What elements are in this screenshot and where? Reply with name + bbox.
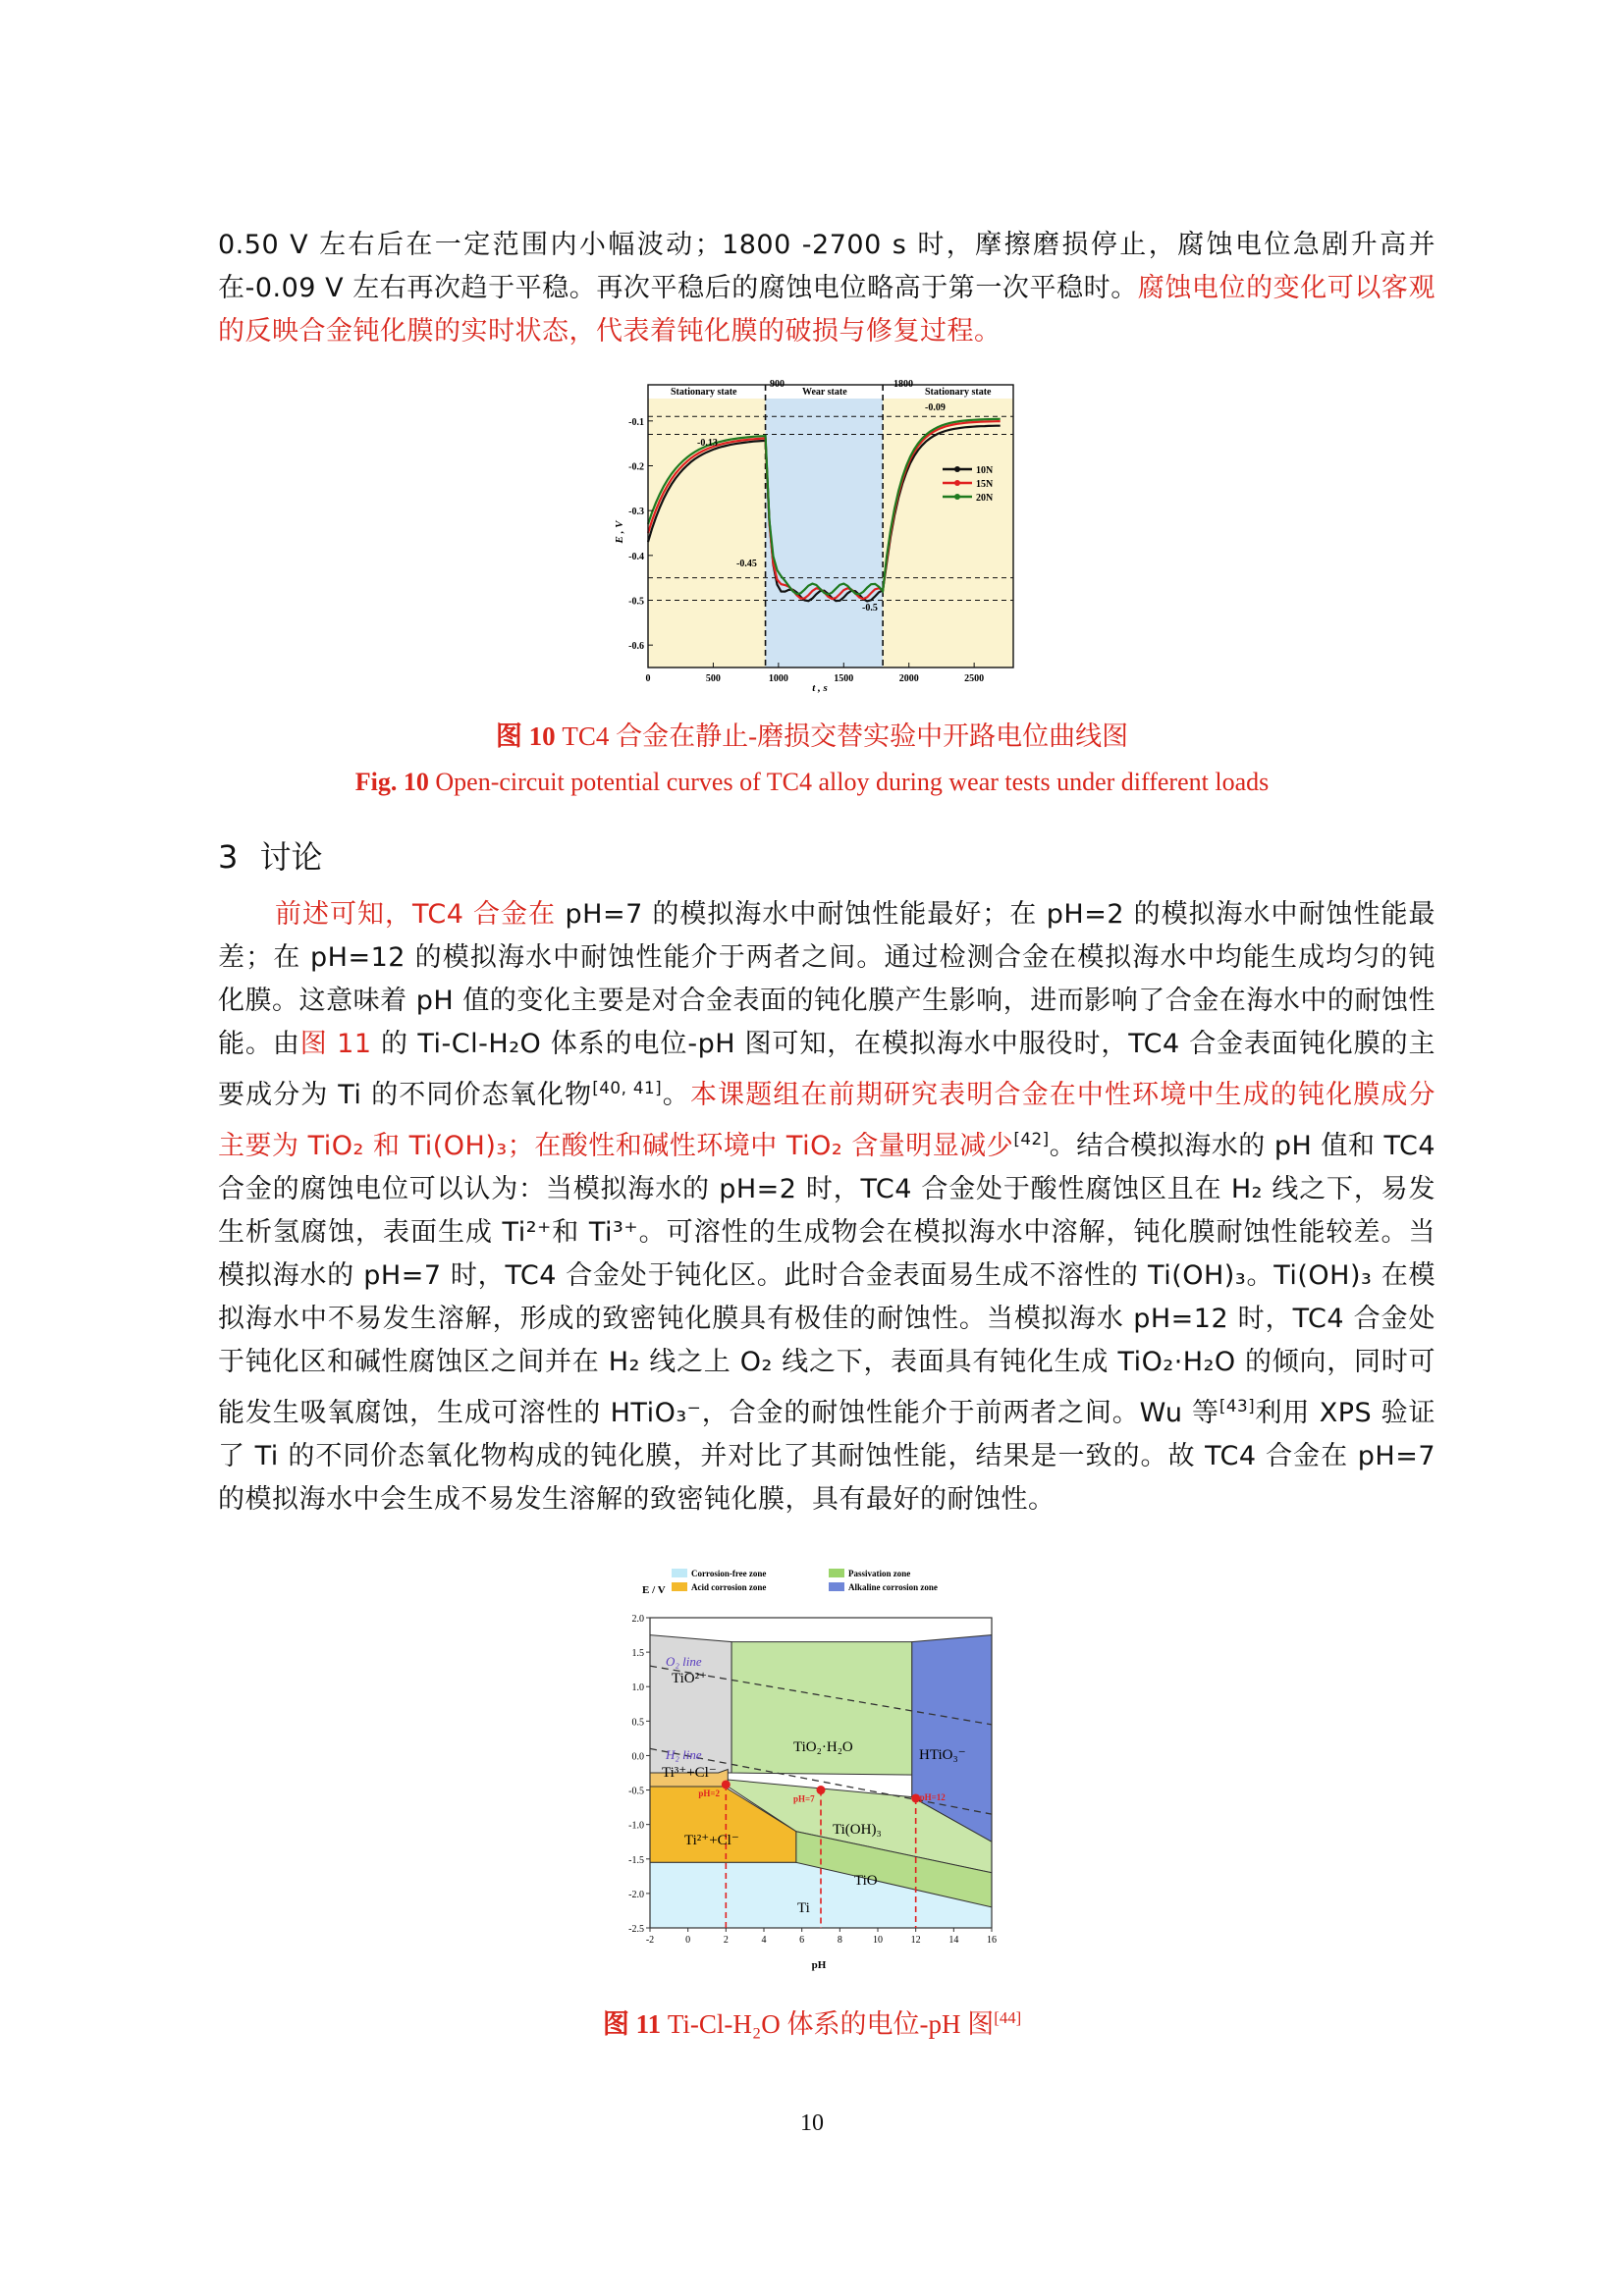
caption-text: Ti-Cl-H₂O 体系的电位-pH 图 xyxy=(661,2009,995,2039)
legend-label: Passivation zone xyxy=(848,1569,911,1578)
citation: [40, 41] xyxy=(592,1078,663,1097)
caption-label: Fig. 10 xyxy=(354,768,429,796)
region-label-tio2-h2o: TiO₂·H₂O xyxy=(793,1739,853,1755)
figure-11-caption xyxy=(0,2002,1624,2041)
region-label-ti: Ti xyxy=(797,1900,810,1916)
caption-label: 图 11 xyxy=(602,2009,662,2039)
x-tick-label: -2 xyxy=(645,1935,655,1946)
figure-10-caption-cn xyxy=(0,715,1624,753)
marker-point xyxy=(817,1786,826,1794)
y-tick-label: 1.5 xyxy=(631,1648,644,1660)
region-bound-label: 1800 xyxy=(893,379,913,390)
x-tick-label: 2000 xyxy=(898,673,919,684)
region-label-ti2plus: Ti²⁺+Cl⁻ xyxy=(684,1833,739,1848)
y-tick-label: -0.6 xyxy=(628,641,644,653)
x-tick-label: 2 xyxy=(723,1935,729,1946)
h2-line-label: H₂ line xyxy=(666,1747,702,1762)
annotation: -0.13 xyxy=(697,438,718,449)
region-label-htio3: HTiO₃⁻ xyxy=(919,1747,966,1763)
legend-swatch xyxy=(829,1569,844,1577)
marker-point xyxy=(722,1780,731,1789)
marker-label: pH=12 xyxy=(919,1791,946,1802)
y-tick-label: -2.0 xyxy=(628,1889,644,1900)
x-tick-label: 0 xyxy=(645,673,651,684)
legend-swatch xyxy=(672,1582,687,1591)
legend-label: Corrosion-free zone xyxy=(691,1569,767,1578)
y-axis-label: E , V xyxy=(614,520,625,544)
x-tick-label: 8 xyxy=(837,1935,842,1946)
region-bound-label: 900 xyxy=(770,379,785,390)
caption-label: 图 10 xyxy=(495,721,556,751)
text-run: 。结合模拟海水的 pH 值和 TC4 合金的腐蚀电位可以认为：当模拟海水的 pH=2 时，TC4 合金处于酸性腐蚀区且在 H₂ 线之下，易发生析氢腐蚀，表面生成 Ti²⁺和 Ti³⁺。可溶性的生成物会在模拟海水中溶解，钝化膜耐蚀性能较差。当模拟海水的 pH=7 时，TC4 合金处于钝化区。此时合金表面易生成不溶性的 Ti(OH)₃。Ti(OH)₃ 在模拟海水中不易发生溶解，形成的致密钝化膜具有极佳的耐蚀性。当模拟海水 pH=12 时，TC4 合金处于钝化区和碱性腐蚀区之间并在 H₂ 线之上 O₂ 线之下，表面具有钝化生成 TiO₂·H₂O 的倾向，同时可能发生吸氧腐蚀，生成可溶性的 HTiO₃⁻，合金的耐蚀性能介于前两者之间。Wu 等 xyxy=(218,1131,1435,1428)
annotation: -0.5 xyxy=(862,603,878,614)
region-label-ti3plus: Ti³⁺+Cl⁻ xyxy=(662,1765,717,1781)
figure-11-pourbaix-diagram xyxy=(611,1563,1023,1975)
x-tick-label: 1500 xyxy=(834,673,854,684)
citation: [42] xyxy=(1013,1129,1050,1148)
y-tick-label: 0.5 xyxy=(631,1717,644,1729)
y-tick-label: -1.0 xyxy=(628,1820,644,1832)
section-number: 3 xyxy=(218,838,239,876)
caption-text: TC4 合金在静止-磨损交替实验中开路电位曲线图 xyxy=(555,721,1129,751)
legend-label: 15N xyxy=(976,479,994,490)
x-tick-label: 4 xyxy=(761,1935,767,1946)
region-label: Stationary state xyxy=(671,387,737,398)
region-label-tioh3: Ti(OH)₃ xyxy=(833,1822,882,1838)
top-paragraph-text: 0.50 V 左右后在一定范围内小幅波动；1800 -2700 s 时，摩擦磨损停止，腐蚀电位急剧升高并在-0.09 V 左右再次趋于平稳。再次平稳后的腐蚀电位略高于第一次平稳时。 xyxy=(218,230,1435,303)
discussion-paragraph xyxy=(218,893,1435,1522)
legend-marker xyxy=(954,466,960,472)
x-tick-label: 0 xyxy=(685,1935,691,1946)
region-label-tio: TiO xyxy=(854,1873,878,1889)
x-tick-label: 6 xyxy=(799,1935,805,1946)
y-tick-label: -0.3 xyxy=(628,507,644,518)
legend-swatch xyxy=(829,1582,844,1591)
x-axis-label: pH xyxy=(811,1959,827,1971)
page-number: 10 xyxy=(800,2110,824,2136)
x-tick-label: 500 xyxy=(705,673,721,684)
region-label: Stationary state xyxy=(925,387,992,398)
y-tick-label: 0.0 xyxy=(631,1751,644,1763)
y-tick-label: -1.5 xyxy=(628,1854,644,1866)
legend-label: 20N xyxy=(976,493,994,504)
region-label-tio2plus: TiO²⁺ xyxy=(672,1671,708,1686)
y-tick-label: -0.4 xyxy=(628,551,644,562)
top-paragraph-highlight: 腐蚀电位的变化可以客观的反映合金钝化膜的实时状态，代表着钝化膜的破损与修复过程。 xyxy=(218,273,1435,347)
x-tick-label: 12 xyxy=(910,1935,921,1946)
legend-swatch xyxy=(672,1569,687,1577)
section-heading xyxy=(218,832,323,878)
wear-region xyxy=(766,399,884,667)
citation: [44] xyxy=(994,2008,1022,2027)
x-tick-label: 2500 xyxy=(964,673,985,684)
y-tick-label: -0.5 xyxy=(628,596,644,608)
text-run: 。 xyxy=(662,1080,690,1110)
annotation: -0.45 xyxy=(736,559,757,569)
x-tick-label: 14 xyxy=(948,1935,959,1946)
marker-label: pH=2 xyxy=(698,1788,720,1798)
y-tick-label: -2.5 xyxy=(628,1924,644,1935)
annotation: -0.09 xyxy=(925,402,946,413)
text-run: 本课题组在前期研究表明合金在中性环境中生成的钝化膜成分主要为 TiO₂ 和 Ti(OH)₃；在酸性和碱性环境中 TiO₂ 含量明显减少 xyxy=(218,1080,1436,1161)
x-tick-label: 16 xyxy=(987,1935,997,1946)
legend-label: Acid corrosion zone xyxy=(691,1582,767,1592)
citation: [43] xyxy=(1218,1396,1256,1415)
o2-line-label: O₂ line xyxy=(666,1654,702,1669)
text-run: pH=7 的模拟海水中耐蚀性能最好；在 pH=2 的模拟海水中耐蚀性能最差；在 pH=12 的模拟海水中耐蚀性能介于两者之间。通过检测合金在模拟海水中均能生成均匀的钝化膜。这意味着 pH 值的变化主要是对合金表面的钝化膜产生影响，进而影响了合金在海水中的耐蚀性能。由 xyxy=(218,899,1435,1059)
x-axis-label: t , s xyxy=(812,682,828,694)
legend-label: Alkaline corrosion zone xyxy=(848,1582,938,1592)
y-tick-label: -0.5 xyxy=(628,1786,644,1797)
marker-label: pH=7 xyxy=(793,1793,815,1804)
figure-reference: 图 11 xyxy=(299,1029,372,1059)
legend-marker xyxy=(954,480,960,486)
legend-marker xyxy=(954,494,960,500)
y-axis-label: E / V xyxy=(642,1584,666,1596)
legend-label: 10N xyxy=(976,465,994,476)
text-run: 前述可知，TC4 合金在 xyxy=(275,899,556,930)
x-tick-label: 10 xyxy=(873,1935,883,1946)
text-run: 利用 XPS 验证了 Ti 的不同价态氧化物构成的钝化膜，并对比了其耐蚀性能，结果是一致的。故 TC4 合金在 pH=7 的模拟海水中会生成不易发生溶解的致密钝化膜，具有最好的耐蚀性。 xyxy=(218,1398,1435,1515)
text-run: 的 Ti-Cl-H₂O 体系的电位-pH 图可知，在模拟海水中服役时，TC4 合金表面钝化膜的主要成分为 Ti 的不同价态氧化物 xyxy=(218,1029,1435,1110)
caption-text: Open-circuit potential curves of TC4 alloy during wear tests under different loads xyxy=(428,768,1270,796)
top-paragraph xyxy=(218,224,1435,353)
figure-10-chart xyxy=(609,375,1041,699)
y-tick-label: -0.2 xyxy=(628,461,644,473)
y-tick-label: 2.0 xyxy=(631,1614,644,1625)
x-tick-label: 1000 xyxy=(768,673,788,684)
figure-10-caption-en xyxy=(0,768,1624,797)
y-tick-label: -0.1 xyxy=(628,416,644,428)
region-label: Wear state xyxy=(802,387,847,398)
section-title: 讨论 xyxy=(259,838,323,876)
y-tick-label: 1.0 xyxy=(631,1682,644,1694)
stationary-region-2 xyxy=(883,399,1013,667)
